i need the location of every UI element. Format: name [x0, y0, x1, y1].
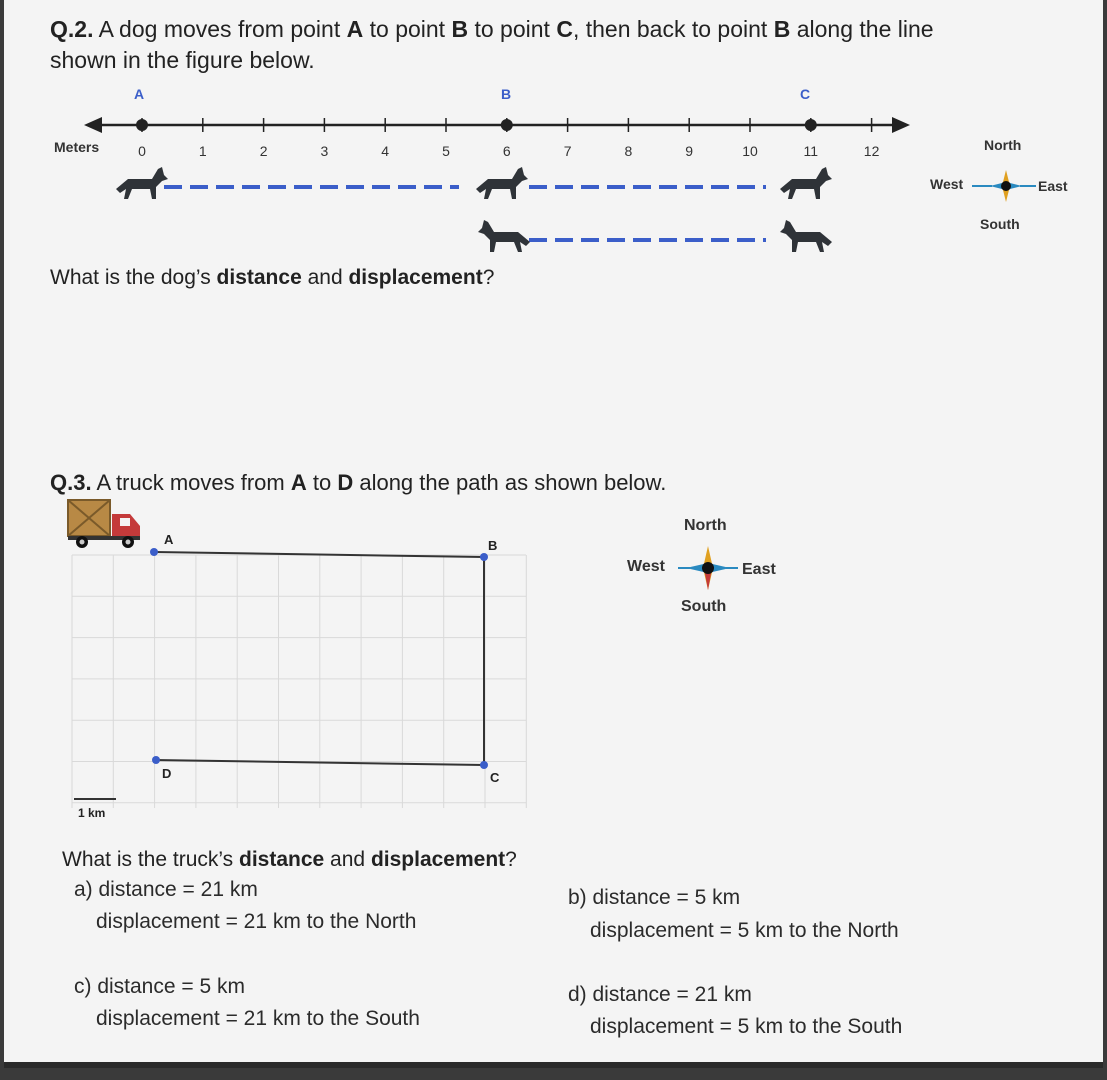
number-line-tick-label: 12 — [863, 143, 880, 159]
number-line-tick-label: 1 — [198, 143, 207, 159]
number-line-tick-label: 6 — [502, 143, 511, 159]
number-line-tick-label: 9 — [685, 143, 694, 159]
number-line-point-marker — [805, 119, 817, 131]
truck-path-c-to-d — [154, 760, 484, 765]
truck-icon — [68, 500, 140, 548]
option-b-distance[interactable]: b) distance = 5 km — [568, 886, 741, 909]
path-label-c: C — [490, 770, 500, 785]
number-line-point-b: B — [501, 86, 512, 102]
q2-question-text: What is the dog’s — [50, 266, 217, 289]
q2-point-a: A — [346, 16, 364, 42]
q3-heading — [50, 470, 666, 496]
q3-question-text: What is the truck’s — [62, 848, 240, 871]
number-line-point-a: A — [134, 86, 145, 102]
point-c-marker — [480, 761, 488, 769]
q2-question-text: and — [301, 266, 349, 289]
option-c-displacement[interactable]: displacement = 21 km to the South — [96, 1007, 420, 1030]
option-d-displacement[interactable]: displacement = 5 km to the South — [590, 1015, 903, 1038]
compass-south-label: South — [681, 598, 727, 615]
number-line-tick-label: 11 — [803, 143, 819, 159]
dog-icon — [116, 167, 168, 199]
path-label-b: B — [488, 538, 498, 553]
option-b-displacement[interactable]: displacement = 5 km to the North — [590, 919, 899, 942]
q2-point-c: C — [556, 16, 573, 42]
number-line-tick-label: 5 — [442, 143, 450, 159]
number-line-tick-label: 4 — [381, 143, 390, 159]
q3-grid — [72, 555, 526, 808]
dog-icon — [478, 220, 530, 252]
worksheet-page — [4, 0, 1103, 1068]
dog-icon — [476, 167, 528, 199]
compass-north-label: North — [984, 137, 1022, 153]
number-line-tick-label: 3 — [320, 143, 329, 159]
q3-text: to — [306, 470, 338, 495]
number-line-tick-label: 0 — [138, 143, 146, 159]
scale-label: 1 km — [78, 806, 106, 820]
q3-point-a: A — [290, 470, 307, 495]
point-a-marker — [150, 548, 158, 556]
q3-question-displacement: displacement — [370, 848, 506, 871]
compass-east-label: East — [742, 561, 776, 578]
compass-west-label: West — [930, 176, 964, 192]
number-line-point-marker — [136, 119, 148, 131]
axis-unit-label: Meters — [54, 139, 100, 155]
q2-text: to point — [363, 16, 452, 42]
q2-point-b: B — [773, 16, 791, 42]
point-d-marker — [152, 756, 160, 764]
compass-west-label: West — [627, 558, 665, 575]
number-line-tick-label: 7 — [563, 143, 572, 159]
dog-icon — [780, 167, 832, 199]
q2-text: , then back to point — [572, 16, 774, 42]
option-a-displacement[interactable]: displacement = 21 km to the North — [96, 910, 417, 933]
q2-text: along the line — [790, 16, 934, 42]
number-line-tick-label: 8 — [624, 143, 633, 159]
number-line-point-marker — [501, 119, 513, 131]
q3-question-distance: distance — [239, 848, 325, 871]
q3-number: Q.3. — [50, 470, 92, 495]
option-c-distance[interactable]: c) distance = 5 km — [74, 975, 245, 998]
q2-text: to point — [468, 16, 557, 42]
q3-text: along the path as shown below. — [353, 470, 667, 495]
compass-east-label: East — [1038, 178, 1068, 194]
option-d-distance[interactable]: d) distance = 21 km — [568, 983, 752, 1006]
q3-question-text: and — [324, 848, 371, 871]
path-label-d: D — [162, 766, 172, 781]
compass-south-label: South — [980, 216, 1020, 232]
compass-icon — [678, 546, 738, 590]
q2-question — [50, 266, 494, 290]
q2-question-distance: distance — [216, 266, 302, 289]
q2-heading-line2: shown in the figure below. — [50, 47, 315, 73]
q2-point-b: B — [451, 16, 469, 42]
compass-icon — [972, 170, 1036, 202]
q2-question-text: ? — [482, 266, 495, 289]
q3-point-d: D — [337, 470, 354, 495]
dog-icon — [780, 220, 832, 252]
q2-number: Q.2. — [50, 16, 94, 42]
q2-text: A dog moves from point — [93, 16, 347, 42]
path-label-a: A — [164, 532, 174, 547]
option-a-distance[interactable]: a) distance = 21 km — [74, 878, 258, 901]
number-line-tick-label: 2 — [259, 143, 268, 159]
number-line-point-c: C — [800, 86, 811, 102]
q3-text: A truck moves from — [91, 470, 291, 495]
point-b-marker — [480, 553, 488, 561]
q3-question — [62, 848, 517, 872]
q2-question-displacement: displacement — [348, 266, 483, 289]
q3-question-text: ? — [505, 848, 517, 871]
number-line-tick-label: 10 — [742, 143, 758, 159]
compass-north-label: North — [684, 517, 727, 534]
